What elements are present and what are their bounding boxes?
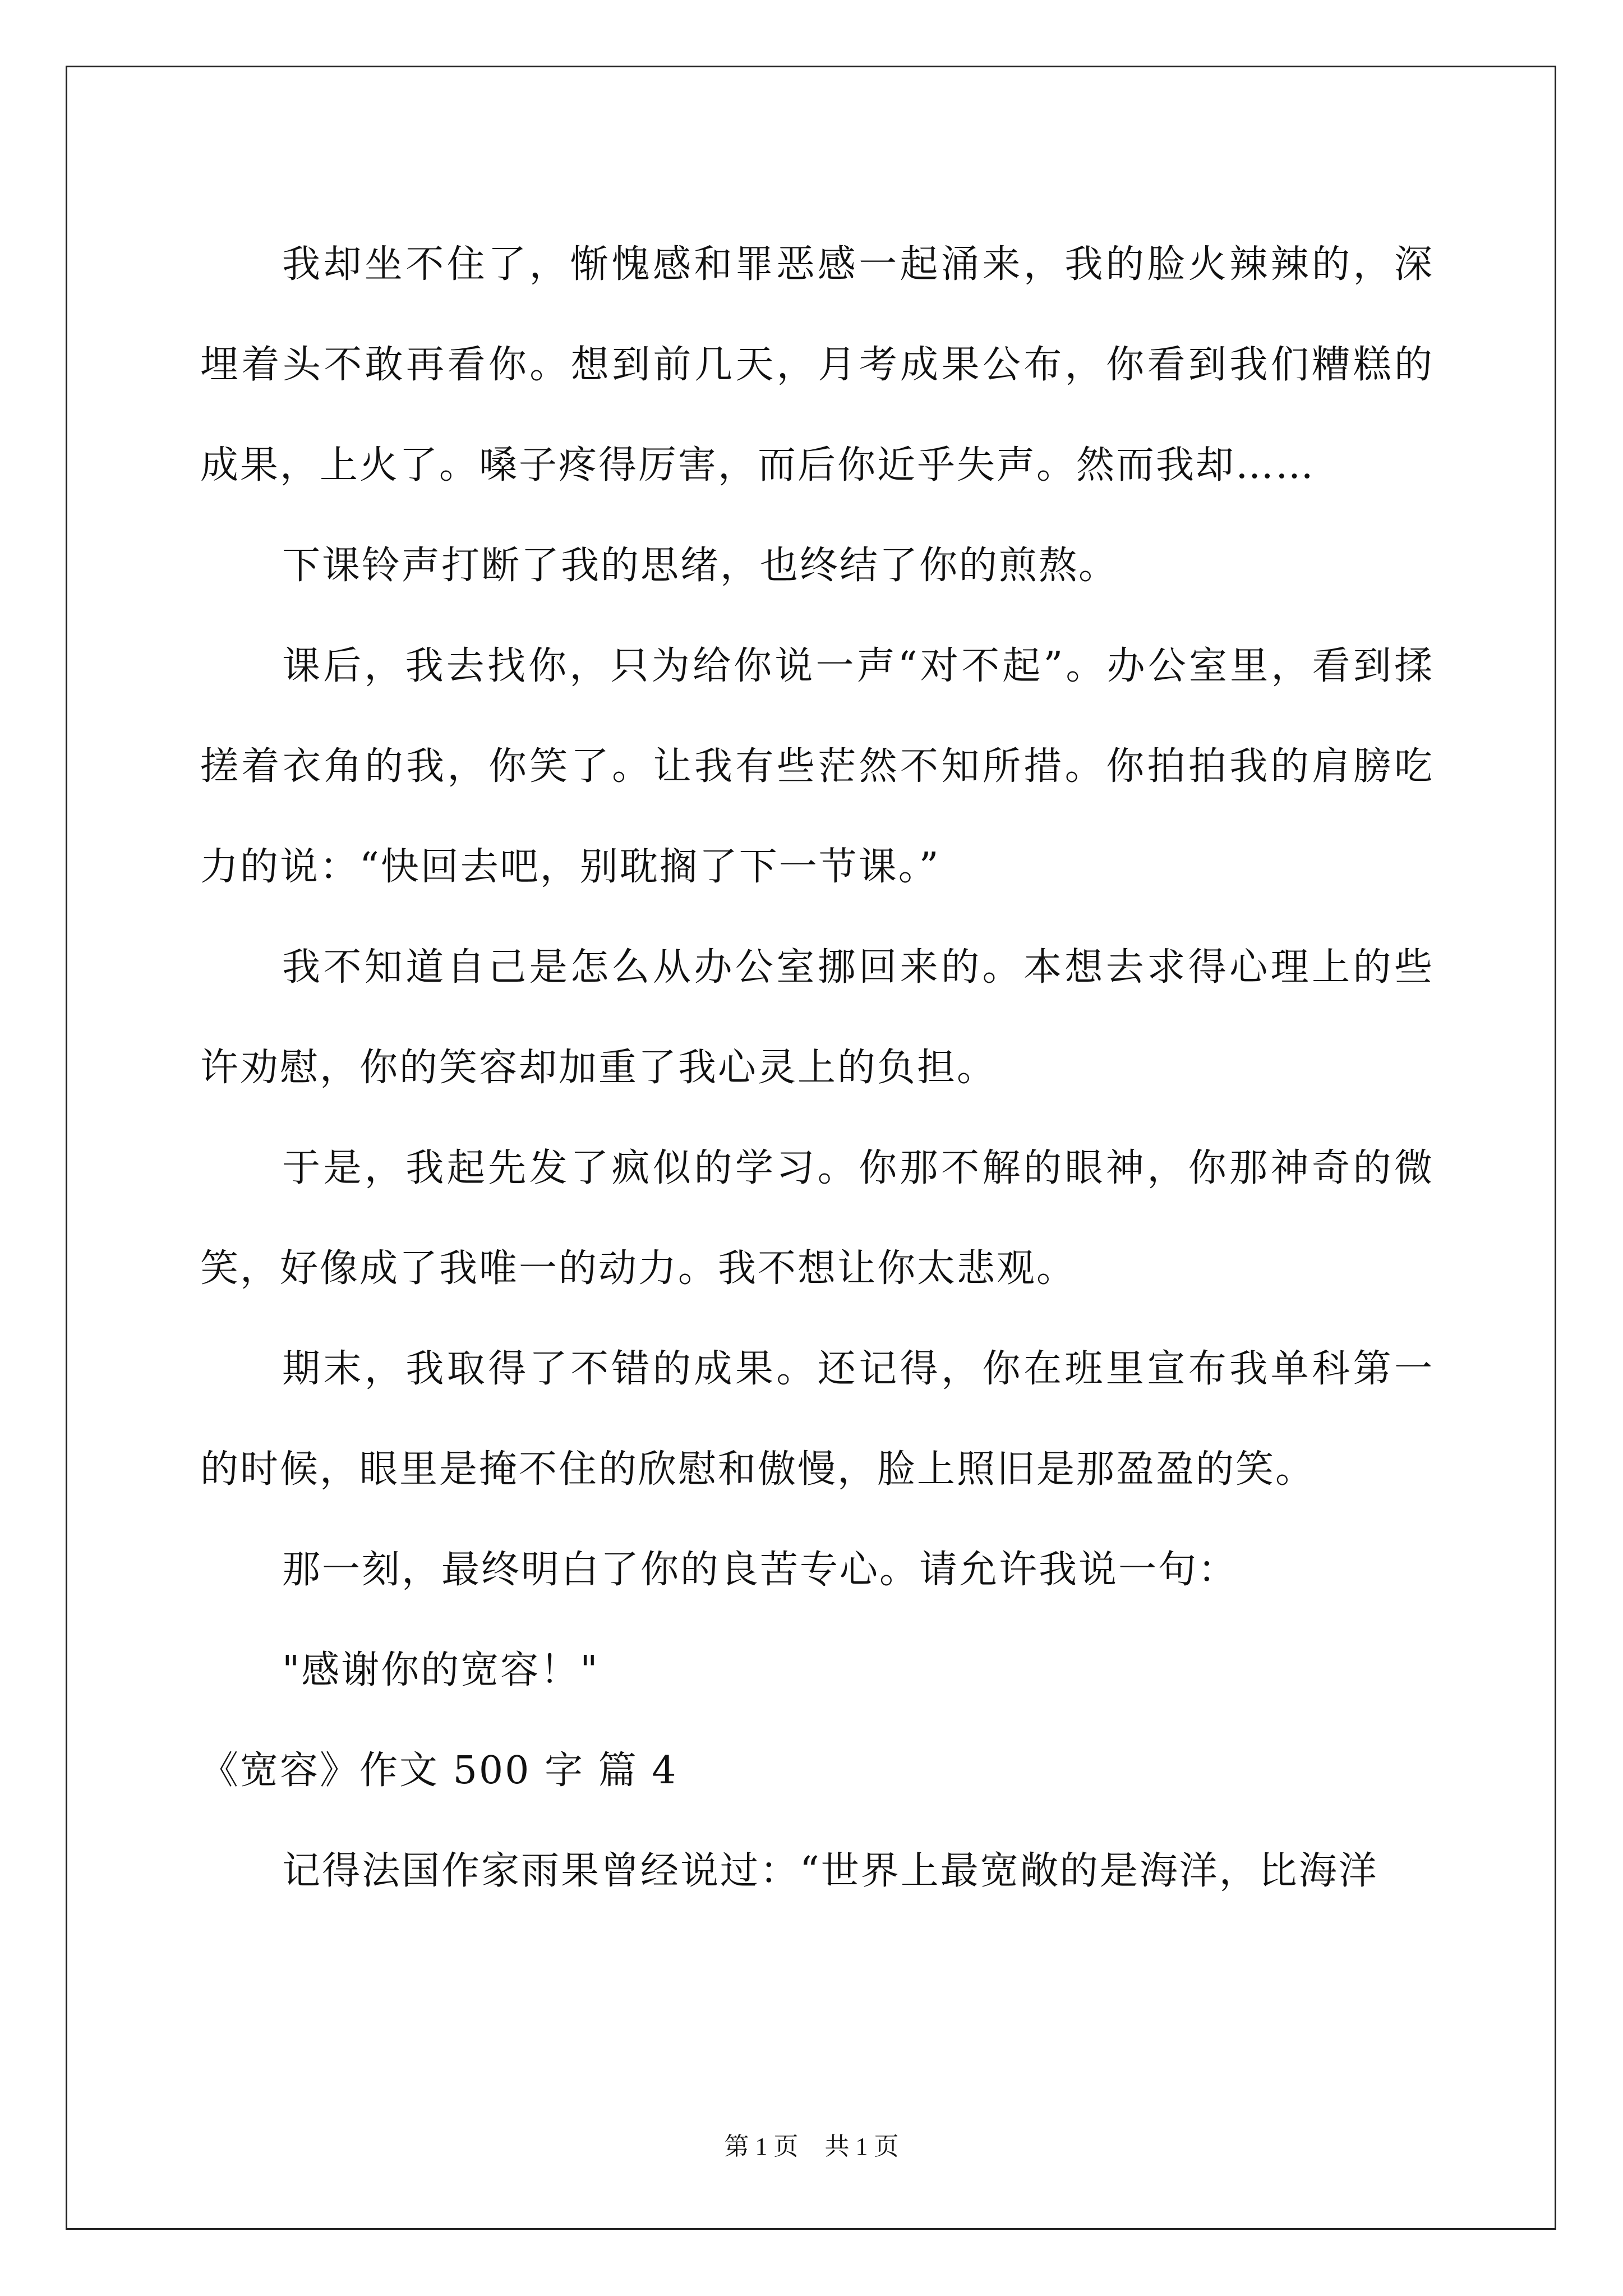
paragraph-2: 下课铃声打断了我的思绪，也终结了你的煎熬。 [282,544,1119,588]
paragraph-1: 我却坐不住了，惭愧感和罪恶感一起涌来，我的脸火辣辣的，深埋着头不敢再看你。想到前几天，月考成果公布，你看到我们糟糕的成果，上火了。嗓子疼得厉害，而后你近乎失声。然而我却…… [200,242,1434,487]
page-footer [0,2126,1623,2162]
paragraph-8: "感谢你的宽容！" [282,1648,600,1692]
page-total: 共 1 页 [824,2133,899,2160]
paragraph-6: 期末，我取得了不错的成果。还记得，你在班里宣布我单科第一的时候，眼里是掩不住的欣慰和傲慢，脸上照旧是那盈盈的笑。 [200,1347,1434,1492]
paragraph-4: 我不知道自己是怎么从办公室挪回来的。本想去求得心理上的些许劝慰，你的笑容却加重了我心灵上的负担。 [200,945,1434,1090]
paragraph-9: 记得法国作家雨果曾经说过：“世界上最宽敞的是海洋，比海洋 [282,1849,1378,1893]
page-number: 第 1 页 [724,2133,799,2160]
paragraph-5: 于是，我起先发了疯似的学习。你那不解的眼神，你那神奇的微笑，好像成了我唯一的动力。我不想让你太悲观。 [200,1146,1434,1291]
document-body [200,214,1434,1921]
paragraph-7: 那一刻，最终明白了你的良苦专心。请允许我说一句： [282,1548,1238,1592]
paragraph-3: 课后，我去找你，只为给你说一声“对不起”。办公室里，看到揉搓着衣角的我，你笑了。让我有些茫然不知所措。你拍拍我的肩膀吃力的说：“快回去吧，别耽搁了下一节课。” [200,644,1434,889]
section-heading: 《宽容》作文 500 字 篇 4 [200,1749,678,1793]
